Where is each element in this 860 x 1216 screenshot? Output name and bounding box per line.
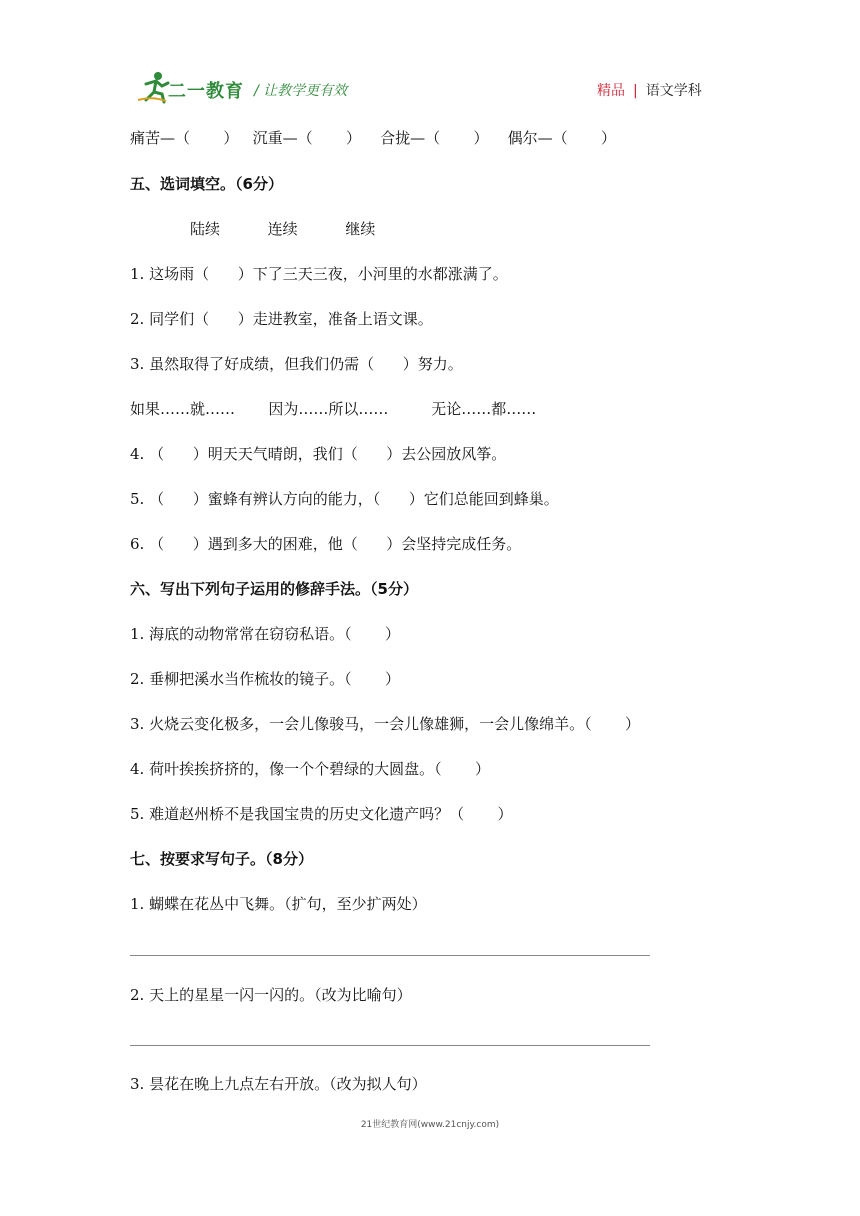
question-6-5: 5. 难道赵州桥不是我国宝贵的历史文化遗产吗？（ ） [130,805,513,823]
page-footer: 21世纪教育网(www.21cnjy.com) [360,1120,500,1130]
question-5-2: 2. 同学们（ ）走进教室，准备上语文课。 [130,310,433,328]
page-header [0,0,860,110]
subject-label [597,80,702,100]
question-5-1: 1. 这场雨（ ）下了三天三夜，小河里的水都涨满了。 [130,265,508,283]
section-7-title: 七、按要求写句子。（8分） [130,850,313,868]
question-6-2: 2. 垂柳把溪水当作梳妆的镜子。（ ） [130,670,400,688]
word-choices-1: 陆续 连续 继续 [190,220,376,238]
section-5-title: 五、选词填空。（6分） [130,175,283,193]
answer-line-1[interactable] [130,955,650,956]
logo-text: 二一教育 [168,81,244,102]
question-5-5: 5. （ ）蜜蜂有辨认方向的能力，（ ）它们总能回到蜂巢。 [130,490,559,508]
question-5-3: 3. 虽然取得了好成绩，但我们仍需（ ）努力。 [130,355,463,373]
question-7-3: 3. 昙花在晚上九点左右开放。（改为拟人句） [130,1075,427,1093]
antonym-line: 痛苦—（ ） 沉重—（ ） 合拢—（ ） 偶尔—（ ） [130,129,616,147]
question-6-3: 3. 火烧云变化极多，一会儿像骏马，一会儿像雄狮，一会儿像绵羊。（ ） [130,715,640,733]
question-7-2: 2. 天上的星星一闪一闪的。（改为比喻句） [130,986,412,1004]
question-6-4: 4. 荷叶挨挨挤挤的，像一个个碧绿的大圆盘。（ ） [130,760,490,778]
question-5-4: 4. （ ）明天天气晴朗，我们（ ）去公园放风筝。 [130,445,507,463]
quality-badge: 精品 [597,83,625,99]
question-7-1: 1. 蝴蝶在花丛中飞舞。（扩句，至少扩两处） [130,895,427,913]
subject-name: 语文学科 [645,83,702,99]
slogan: / 让教学更有效 [254,83,348,99]
section-6-title: 六、写出下列句子运用的修辞手法。（5分） [130,580,418,598]
header-separator: | [633,83,638,99]
word-choices-2: 如果……就…… 因为……所以…… 无论……都…… [130,400,537,418]
question-6-1: 1. 海底的动物常常在窃窃私语。（ ） [130,625,400,643]
question-5-6: 6. （ ）遇到多大的困难，他（ ）会坚持完成任务。 [130,535,522,553]
answer-line-2[interactable] [130,1045,650,1046]
